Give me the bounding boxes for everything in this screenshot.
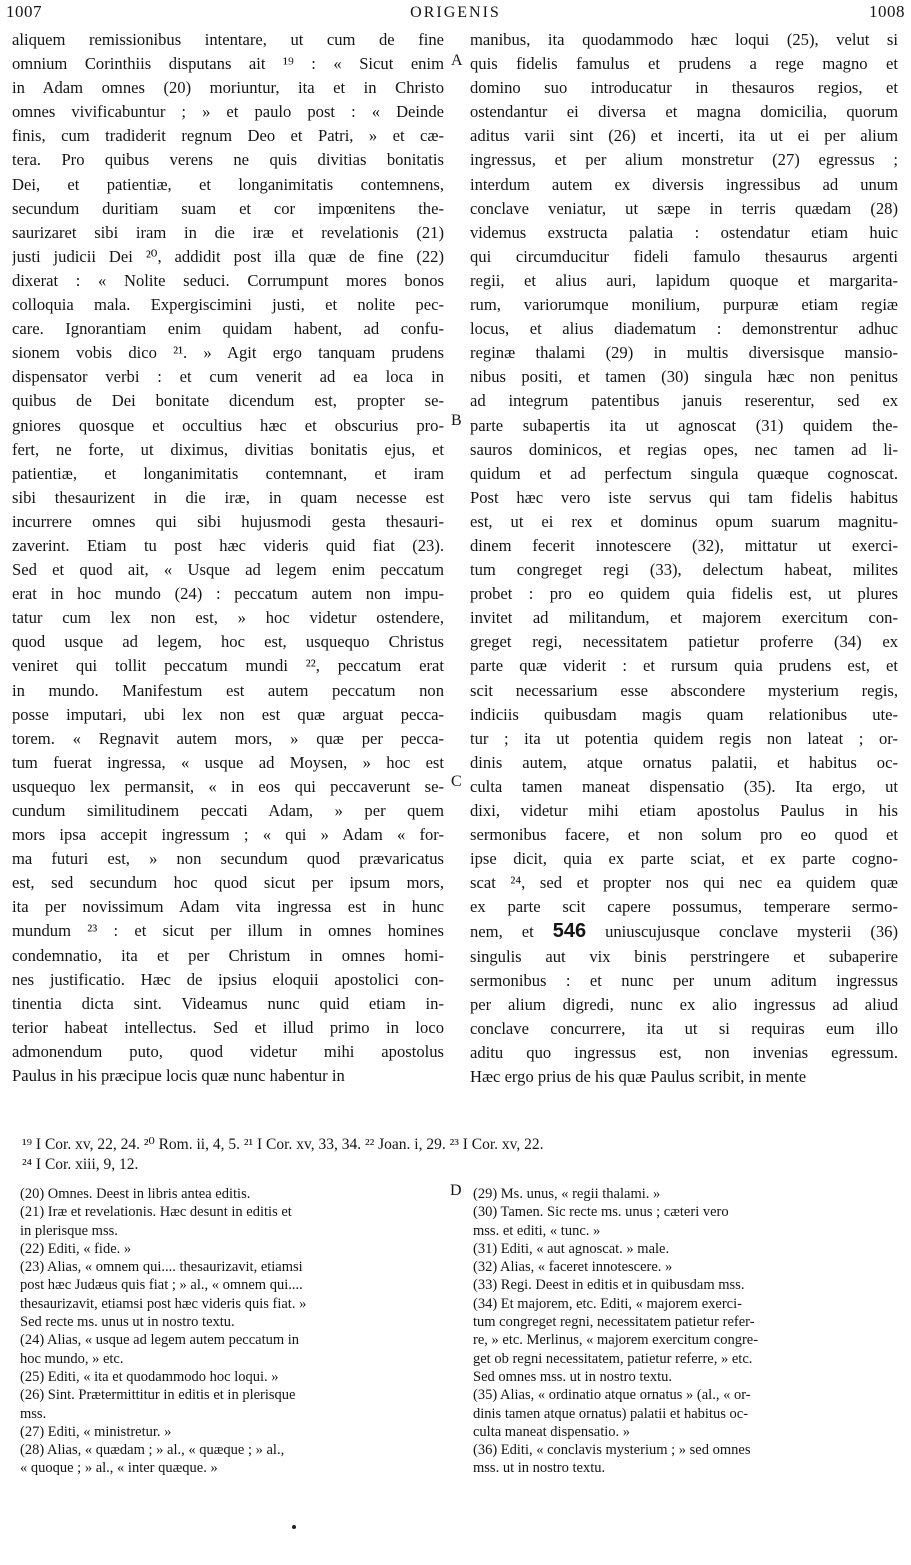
footnote-line: (27) Editi, « ministretur. » [20, 1423, 172, 1440]
text-line: conclave veniatur, ut sæpe in terris quædam (28) [470, 198, 898, 218]
text-line: scit necessarium esse abscondere mysterium regis, [470, 680, 898, 700]
footnote-line: (36) Editi, « conclavis mysterium ; » sed omnes [473, 1442, 751, 1459]
text-line: greget regi, necessitatem patietur proferre (34) ex [470, 632, 898, 652]
text-line: veniret qui tollit peccatum mundi ²², peccatum erat [12, 656, 444, 676]
text-line: interdum autem ex diversis ingressibus ad unum [470, 174, 898, 194]
footnote [473, 1441, 893, 1478]
margin-marker-d: D [450, 1182, 462, 1199]
text-line: omnium Corinthiis disputans ait ¹⁹ : « Sicut enim [12, 54, 444, 74]
text-line: conclave concurrere, ita ut si requiras eum illo [470, 1018, 898, 1038]
text-line: sibi thesaurizent in die iræ, in quam necesse est [12, 487, 444, 507]
text-line: quis fidelis famulus et prudens a rege magno et [470, 54, 898, 74]
text-line: manibus, ita quodammodo hæc loqui (25), velut si [470, 30, 898, 49]
text-line: ma futuri est, » non secundum quod prævaricatus [12, 849, 444, 869]
text-line: est, sed secundum hoc quod sicut per ipsum mors, [12, 873, 444, 893]
text-line: dixerat : « Nolite seduci. Corrumpunt mores bonos [12, 270, 444, 290]
text-line: ad integrum patentibus januis reserentur, sed ex [470, 391, 898, 411]
text-line: parte subapertis ita ut agnoscat (31) quidem the- [470, 415, 898, 435]
text-line: aditu quo ingressus est, non invenias egressum. [470, 1042, 898, 1062]
reference-line: ¹⁹ I Cor. xv, 22, 24. ²⁰ Rom. ii, 4, 5. ²¹ I Cor. xv, 33, 34. ²² Joan. i, 29. ²³ I Cor. xv, 22. [22, 1136, 544, 1153]
text-line: erat in hoc mundo (24) : peccatum autem non impu- [12, 584, 444, 604]
footnote-line: re, » etc. Merlinus, « majorem exercitum congre- [473, 1332, 759, 1349]
footnote-line: mss. ut in nostro textu. [473, 1460, 606, 1477]
text-line: gniores quosque et occultius hæc et obscurius pro- [12, 415, 444, 435]
footnote-line: « quoque ; » al., « inter quæque. » [20, 1460, 218, 1477]
footnote-line: thesaurizavit, etiamsi post hæc videris quis fiat. » [20, 1295, 307, 1312]
left-page-number: 1007 [6, 2, 42, 21]
text-line: finis, cum tradiderit regnum Deo et Patri, » et cæ- [12, 126, 444, 146]
footnotes-left [20, 1185, 445, 1478]
footnote [473, 1240, 893, 1258]
text-line: videmus exstructa palatia : ostendatur etiam huic [470, 222, 898, 242]
footnote [20, 1441, 445, 1478]
text-line: Sed et quod ait, « Usque ad legem enim peccatum [12, 560, 444, 580]
footnote [20, 1331, 445, 1368]
text-line: indiciis quibusdam magis quam relationibus ute- [470, 704, 898, 724]
text-line: quibus de Dei bonitate dicendum est, propter se- [12, 391, 444, 411]
text-line: domino suo introducatur in thesauros regios, et [470, 78, 898, 98]
text-line: est, ut ei rex et dominus opum suarum magnitu- [470, 511, 898, 531]
text-line: terior habeat intellectus. Sed et illud primo in loco [12, 1017, 444, 1037]
footnote-line: tum congreget regni, necessitatem patietur refer- [473, 1314, 755, 1331]
footnote-line: (32) Alias, « faceret innotescere. » [473, 1259, 673, 1276]
text-line: culta tamen maneat dispensatio (35). Ita ergo, ut [470, 776, 898, 796]
footnote-line: culta maneat dispensatio. » [473, 1423, 631, 1440]
footnote-line: Sed recte ms. unus ut in nostro textu. [20, 1314, 235, 1331]
footnote-line: post hæc Judæus quis fiat ; » al., « omnem qui.... [20, 1277, 303, 1294]
text-line: posse imputari, ubi lex non est quæ arguat pecca- [12, 704, 444, 724]
text-line: nibus positi, et tamen (30) singula hæc non penitus [470, 367, 898, 387]
text-line: Hæc ergo prius de his quæ Paulus scribit, in mente [470, 1067, 807, 1087]
text-line: care. Ignorantiam enim quidam habent, ad confu- [12, 319, 444, 339]
text-line: invitet ad militandum, et majorem exercitum con- [470, 608, 898, 628]
footnote-line: (30) Tamen. Sic recte ms. unus ; cæteri vero [473, 1204, 729, 1221]
text-line: nes justificatio. Hæc de ipsius eloquii apostolici con- [12, 969, 444, 989]
text-line: probet : pro eo quidem quia fidelis est, ut plures [470, 584, 898, 604]
text-line: dinis autem, atque ornatus palatii, et habitus oc- [470, 752, 898, 772]
footnote-line: (22) Editi, « fide. » [20, 1240, 132, 1257]
text-line: regii, et alius auri, lapidum quoque et margarita- [470, 270, 898, 290]
footnote-line: (23) Alias, « omnem qui.... thesaurizavit, etiamsi [20, 1259, 303, 1276]
text-line: scat ²⁴, sed et propter nos qui nec ea quidem quæ [470, 873, 898, 893]
text-line: sermonibus : et nunc per unum aditum ingressus [470, 970, 898, 990]
text-line: zaverint. Etiam tu post hæc videris quid fiat (23). [12, 535, 444, 555]
text-line: colloquia mala. Expergiscimini justi, et nolite pec- [12, 295, 444, 315]
footnote [20, 1368, 445, 1386]
text-line: singulis aut vix binis perstringere et subaperire [470, 946, 898, 966]
text-line: cundum similitudinem peccati Adam, » per quem [12, 801, 444, 820]
footnote [20, 1423, 445, 1441]
text-line: ex parte scit capere possumus, temperare sermo- [470, 897, 898, 917]
footnote [473, 1258, 893, 1276]
footnote-line: (33) Regi. Deest in editis et in quibusdam mss. [473, 1277, 745, 1294]
text-line: tatur cum lex non est, » hoc videtur ostendere, [12, 608, 444, 628]
footnote-line: in plerisque mss. [20, 1222, 118, 1239]
text-line: quidum et ad perfectum singula quæque cognoscat. [470, 463, 898, 483]
footnote [473, 1185, 893, 1203]
footnote-line: (28) Alias, « quædam ; » al., « quæque ; » al., [20, 1442, 285, 1459]
text-line: locus, et alius diadematum : demonstrentur adhuc [470, 319, 898, 339]
running-title: ORIGENIS [410, 4, 501, 21]
text-line: ostendantur ei diversa et magna domicilia, quorum [470, 102, 898, 122]
text-line: usquequo lex permansit, « in eos qui peccaverunt se- [12, 776, 444, 796]
text-line: quod usque ad legem, hoc est, usquequo Christus [12, 632, 444, 652]
text-line: sionem vobis dico ²¹. » Agit ergo tanquam prudens [12, 343, 444, 363]
footnote-line: Sed omnes mss. ut in nostro textu. [473, 1368, 672, 1385]
text-line: tera. Pro quibus verens ne quis divitias bonitatis [12, 150, 444, 170]
text-line: rum, variorumque monilium, purpuræ etiam regiæ [470, 295, 898, 315]
inline-page-marker: 546 [552, 920, 587, 943]
text-line: saurizaret sibi iram in die iræ et revelationis (21) [12, 222, 444, 242]
text-line: tur ; ita ut potentia quidem regis non lateat ; or- [470, 728, 898, 748]
text-line: incurrere omnes qui sibi hujusmodi gesta thesauri- [12, 511, 444, 531]
footnote-line: (31) Editi, « aut agnoscat. » male. [473, 1240, 670, 1257]
text-line: tum fuerat ingressa, « usque ad Moysen, » hoc est [12, 752, 444, 772]
footnote [20, 1240, 445, 1258]
text-line: qui circumducitur fideli famulo thesaurus argenti [470, 246, 898, 266]
scripture-references [22, 1135, 892, 1175]
text-line: dispensator verbi : et cum venerit ad ea loca in [12, 367, 444, 387]
text-line: sermonibus facere, et non solum pro eo quod et [470, 825, 898, 845]
text-line: mundum ²³ : et sicut per illum in omnes homines [12, 921, 444, 941]
text-line: aditus varii sint (26) et incerti, ita ut ei per alium [470, 126, 898, 146]
footnote-line: get ob regni necessitatem, patietur referre, » etc. [473, 1350, 753, 1367]
footnote-line: (24) Alias, « usque ad legem autem peccatum in [20, 1332, 300, 1349]
text-line: nem, et 546 uniuscujusque conclave mysterii (36) [470, 920, 898, 943]
left-text-column [12, 28, 444, 1128]
footnote [473, 1276, 893, 1294]
text-line: dixi, videtur mihi etiam apostolus Paulus in his [470, 801, 898, 820]
text-line: admonendum puto, quod videtur mihi apostolus [12, 1041, 444, 1061]
footnote [20, 1203, 445, 1240]
footnotes-right [473, 1185, 893, 1478]
reference-line: ²⁴ I Cor. xiii, 9, 12. [22, 1156, 139, 1173]
text-line: condemnatio, ita et per Christum in omnes homi- [12, 945, 444, 965]
text-line: Dei, et patientiæ, et longanimitatis contemnens, [12, 174, 444, 194]
text-line: tum congreget regi (33), delectum habeat, milites [470, 560, 898, 580]
text-line: justi judicii Dei ²⁰, addidit post illa quæ de fine (22) [12, 246, 444, 266]
footnote [473, 1203, 893, 1240]
text-line: patientiæ, et longanimitatis contemnant, et iram [12, 463, 444, 483]
footnote [20, 1258, 445, 1331]
margin-marker-b: B [451, 412, 462, 429]
text-line: secundum duritiam suam et cor impœnitens the- [12, 198, 444, 218]
text-line: aliquem remissionibus intentare, ut cum de fine [12, 30, 444, 49]
footnote-line: mss. [20, 1405, 47, 1422]
text-line: omnes vivificabuntur ; » et paulo post : « Deinde [12, 102, 444, 122]
text-line: mors ipsa accepit ingressum ; « qui » Adam « for- [12, 825, 444, 845]
margin-marker-c: C [451, 773, 462, 790]
margin-marker-a: A [451, 52, 463, 69]
text-line: fert, ne forte, ut diximus, divitias bonitatis ejus, et [12, 439, 444, 459]
text-line: ingressus, et per alium monstretur (27) egressus ; [470, 150, 898, 170]
footnote-line: (21) Iræ et revelationis. Hæc desunt in editis et [20, 1204, 292, 1221]
footnote [473, 1386, 893, 1441]
right-page-number: 1008 [869, 2, 905, 21]
footnote-line: (35) Alias, « ordinatio atque ornatus » (al., « or- [473, 1387, 751, 1404]
footnote-line: dinis tamen atque ornatus) palatii et habitus oc- [473, 1405, 749, 1422]
footnote-line: (25) Editi, « ita et quodammodo hoc loqui. » [20, 1368, 279, 1385]
text-line: in mundo. Manifestum est autem peccatum non [12, 680, 444, 700]
text-line: Paulus in his præcipue locis quæ nunc habentur in [12, 1066, 345, 1086]
footnote-line: (26) Sint. Prætermittitur in editis et in plerisque [20, 1387, 296, 1404]
footnote-line: (34) Et majorem, etc. Editi, « majorem exerci- [473, 1295, 742, 1312]
footnote-line: mss. et editi, « tunc. » [473, 1222, 601, 1239]
footnote [20, 1386, 445, 1423]
text-line: torem. « Regnavit autem mors, » quæ per pecca- [12, 728, 444, 748]
text-line: tinentia dicta sint. Videamus nunc quid etiam in- [12, 993, 444, 1013]
text-line: per alium digredi, nunc ex alio ingressus ad aliud [470, 994, 898, 1014]
footnote [473, 1295, 893, 1386]
text-line: dinem fecerit innotescere (32), mittatur ut exerci- [470, 535, 898, 555]
footnote-line: hoc mundo, » etc. [20, 1350, 124, 1367]
text-line: sauros dominicos, et regias opes, nec tamen ad li- [470, 439, 898, 459]
text-line: reginæ thalami (29) in multis diversisque mansio- [470, 343, 898, 363]
text-line: Post hæc vero iste servus qui tam fidelis habitus [470, 487, 898, 507]
text-line: ipse dicit, quia ex parte sciat, et ex parte cogno- [470, 849, 898, 869]
text-line: in Adam omnes (20) moriuntur, ita et in Christo [12, 78, 444, 98]
footnote-line: (29) Ms. unus, « regii thalami. » [473, 1186, 661, 1202]
footnote [20, 1185, 445, 1203]
text-line: ita per novissimum Adam vita ingressa est in hunc [12, 897, 444, 917]
text-line: parte quæ viderit : et rursum quia prudens est, et [470, 656, 898, 676]
right-text-column [470, 28, 898, 1128]
footnote-line: (20) Omnes. Deest in libris antea editis. [20, 1186, 251, 1202]
ink-dot [292, 1525, 296, 1529]
